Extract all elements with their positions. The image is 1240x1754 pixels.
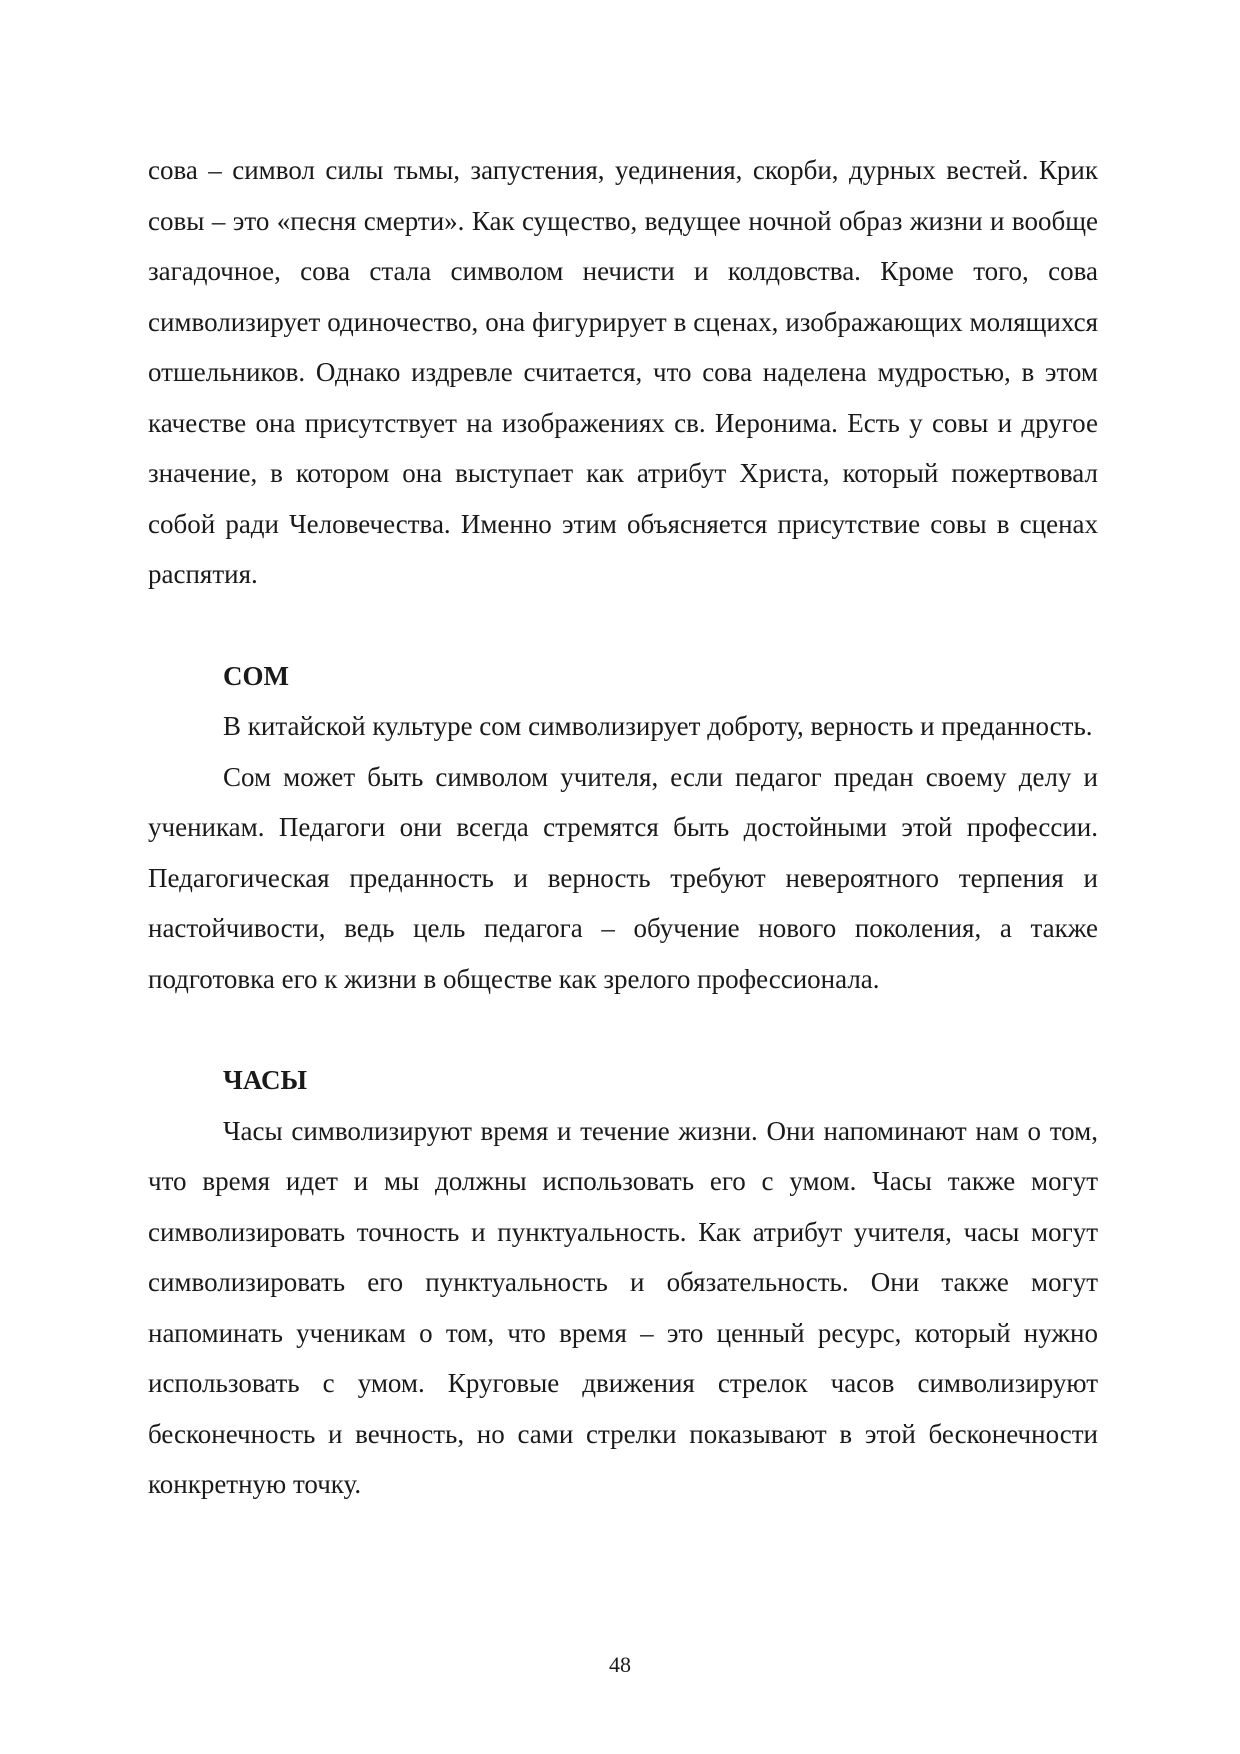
section-gap — [148, 1004, 1098, 1055]
intro-paragraph: сова – символ силы тьмы, запустения, уединения, скорби, дурных вестей. Крик совы – это «песня смерти». Как существо, ведущее ночной образ жизни и вообще загадочное, сова стала символом нечисти и колдовства. Кроме того, сова символизирует одиночество, она фигурирует в сценах, изображающих молящихся отшельников. Однако издревле считается, что сова наделена мудростью, в этом качестве она присутствует на изображениях св. Иеронима. Есть у совы и другое значение, в котором она выступает как атрибут Христа, который пожертвовал собой ради Человечества. Именно этим объясняется присутствие совы в сценах распятия. — [148, 155, 1098, 589]
section-heading-som: СОМ — [223, 660, 289, 691]
page-body — [148, 145, 1098, 1510]
section-som — [148, 651, 1098, 1005]
section-chasy-paragraph-1: Часы символизируют время и течение жизни. Они напоминают нам о том, что время идет и мы должны использовать его с умом. Часы также могут символизировать точность и пунктуальность. Как атрибут учителя, часы могут символизировать его пунктуальность и обязательность. Они также могут напоминать ученикам о том, что время – это ценный ресурс, который нужно использовать с умом. Круговые движения стрелок часов символизируют бесконечность и вечность, но сами стрелки показывают в этой бесконечности конкретную точку. — [148, 1115, 1098, 1499]
section-gap — [148, 600, 1098, 651]
section-som-paragraph-1: В китайской культуре сом символизирует доброту, верность и преданность. — [223, 711, 1093, 741]
page-number: 48 — [609, 1652, 631, 1677]
section-som-paragraph-2: Сом может быть символом учителя, если педагог предан своему делу и ученикам. Педагоги они всегда стремятся быть достойными этой профессии. Педагогическая преданность и верность требуют невероятного терпения и настойчивости, ведь цель педагога – обучение нового поколения, а также подготовка его к жизни в обществе как зрелого профессионала. — [148, 761, 1098, 994]
section-heading-chasy: ЧАСЫ — [223, 1065, 307, 1095]
section-chasy — [148, 1055, 1098, 1510]
